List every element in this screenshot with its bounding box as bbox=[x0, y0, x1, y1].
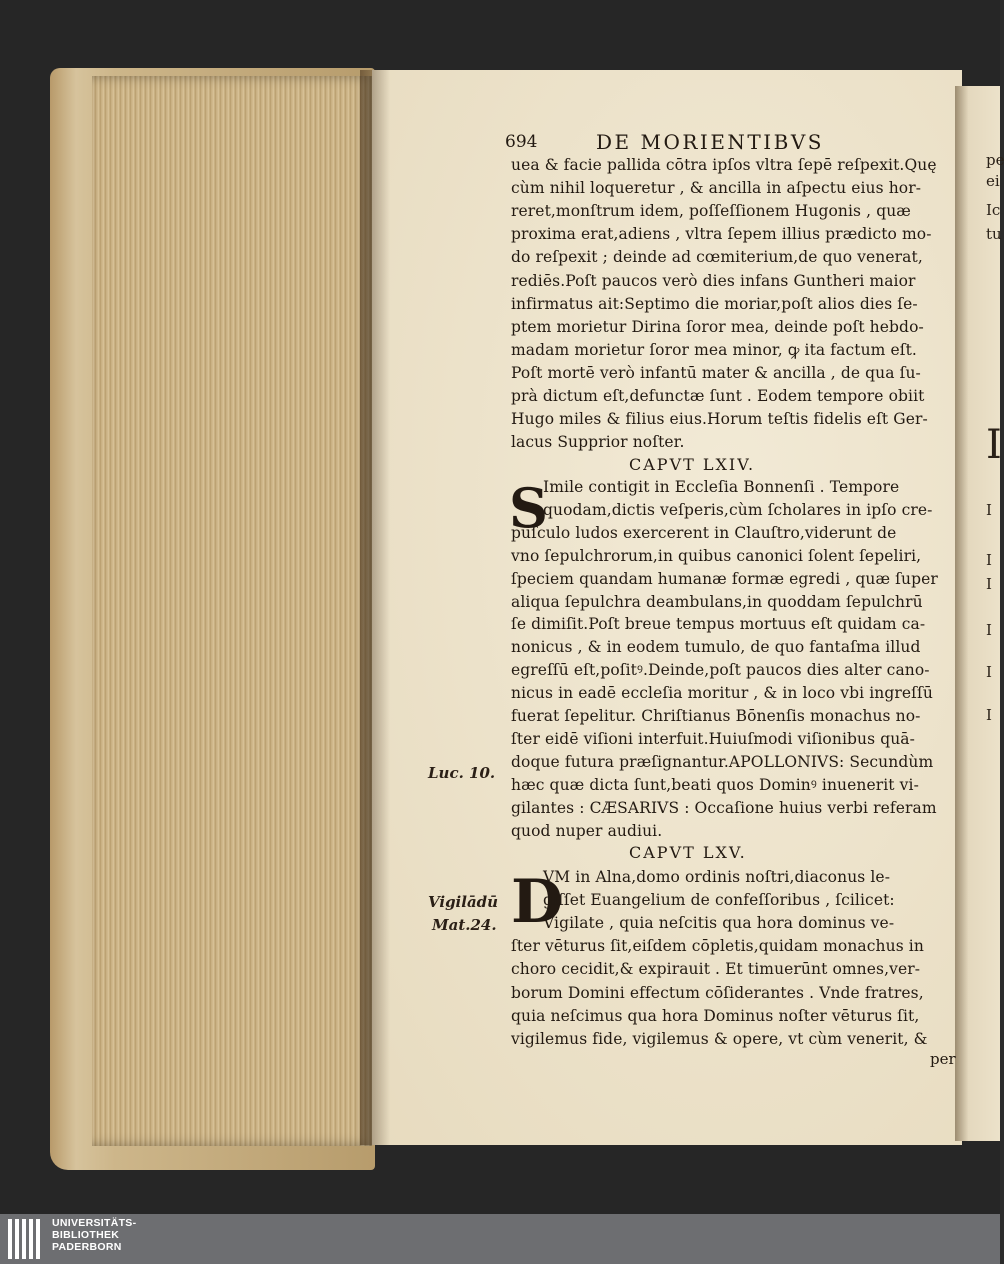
text-line: puſculo ludos exercerent in Clauſtro,viderunt de bbox=[511, 523, 897, 542]
text-line: aliqua ſepulchra deambulans,in quoddam ſepulchrū bbox=[511, 592, 923, 611]
text-line: Poſt mortē verò infantū mater & ancilla , de qua ſu- bbox=[511, 363, 921, 382]
right-fragment: I bbox=[986, 551, 992, 569]
logo-line: BIBLIOTHEK bbox=[52, 1229, 120, 1241]
text-line: gilantes : CÆSARIVS : Occaſione huius verbi referam bbox=[511, 798, 937, 817]
right-fragment: tu bbox=[986, 225, 1002, 243]
text-line: vigilemus fide, vigilemus & opere, vt cùm venerit, & bbox=[511, 1029, 928, 1048]
library-logo-icon bbox=[8, 1219, 44, 1259]
text-line: nonicus , & in eodem tumulo, de quo fantaſma illud bbox=[511, 638, 921, 657]
text-line: fuerat ſepelitur. Chriſtianus Bōnenſis monachus no- bbox=[511, 707, 921, 725]
text-line: choro cecidit,& expirauit . Et timuerūnt omnes,ver- bbox=[511, 960, 921, 979]
text-line: quia neſcimus qua hora Dominus noſter vēturus ſit, bbox=[511, 1006, 920, 1025]
logo-line: UNIVERSITÄTS- bbox=[52, 1217, 137, 1229]
right-fragment: I bbox=[986, 501, 992, 519]
text-line: lacus Supprior noſter. bbox=[511, 433, 685, 452]
text-line: egreſſū eſt,poſitꝰ.Deinde,poſt paucos dies alter cano- bbox=[511, 661, 930, 680]
text-line: ſpeciem quandam humanæ formæ egredi , quæ ſuper bbox=[511, 569, 938, 588]
chapter-heading-64: CAPVT LXIV. bbox=[629, 455, 756, 474]
right-fragment: I bbox=[986, 422, 1002, 468]
page-number: 694 bbox=[505, 132, 538, 152]
text-line: borum Domini effectum cōſiderantes . Vnde fratres, bbox=[511, 983, 924, 1002]
library-logo-text bbox=[52, 1217, 136, 1253]
text-line: hæc quæ dicta ſunt,beati quos Dominꝰ inuenerit vi- bbox=[511, 775, 919, 794]
text-line: prà dictum eſt,defunctæ ſunt . Eodem tempore obiit bbox=[511, 387, 925, 405]
text-line: madam morietur ſoror mea minor, ꝙ ita factum eſt. bbox=[511, 340, 917, 359]
text-line: ptem morietur Dirina ſoror mea, deinde poſt hebdo- bbox=[511, 317, 924, 336]
right-fragment: Ic bbox=[986, 201, 1001, 219]
right-fragment: pe bbox=[986, 151, 1004, 169]
text-line: Imile contigit in Eccleſia Bonnenſi . Tempore bbox=[543, 478, 900, 496]
right-fragment: I bbox=[986, 575, 992, 593]
running-title: DE MORIENTIBVS bbox=[596, 130, 825, 154]
margin-note-vigiladu: Vigilādū bbox=[428, 893, 499, 911]
text-line: giſſet Euangelium de confeſſoribus , ſcilicet: bbox=[543, 891, 895, 910]
text-line: quod nuper audiui. bbox=[511, 821, 663, 840]
right-fragment: I bbox=[986, 663, 992, 681]
text-line: doque futura præſignantur.APOLLONIVS: Secundùm bbox=[511, 752, 934, 771]
text-line: rediēs.Poſt paucos verò dies infans Guntheri maior bbox=[511, 271, 916, 290]
right-fragment: I bbox=[986, 621, 992, 639]
text-line: ſter eidē viſioni interfuit.Huiuſmodi viſionibus quā- bbox=[511, 729, 915, 748]
text-line: do reſpexit ; deinde ad cœmiterium,de quo venerat, bbox=[511, 248, 923, 267]
text-line: ſe dimiſit.Poſt breue tempus mortuus eſt quidam ca- bbox=[511, 615, 926, 634]
text-line: uea & facie pallida cōtra ipſos vltra ſepē reſpexit.Quę bbox=[511, 156, 937, 174]
margin-note-mat: Mat.24. bbox=[432, 916, 497, 934]
right-fragment: ei bbox=[986, 172, 1000, 190]
drop-capital-d: D bbox=[511, 867, 564, 937]
text-line: VM in Alna,domo ordinis noſtri,diaconus le- bbox=[543, 868, 891, 886]
text-line: infirmatus ait:Septimo die moriar,poſt alios dies ſe- bbox=[511, 294, 918, 313]
text-line: Hugo miles & filius eius.Horum teſtis fidelis eſt Ger- bbox=[511, 410, 928, 429]
text-line: quodam,dictis veſperis,cùm ſcholares in ipſo cre- bbox=[543, 500, 933, 519]
margin-note-luc: Luc. 10. bbox=[428, 764, 496, 782]
text-line: reret,monſtrum idem, poſſeſſionem Hugonis , quæ bbox=[511, 202, 911, 221]
text-line: ſter vēturus ſit,eiſdem cōpletis,quidam monachus in bbox=[511, 937, 924, 956]
text-line: vno ſepulchrorum,in quibus canonici ſolent ſepeliri, bbox=[511, 546, 922, 565]
text-line: nicus in eadē eccleſia moritur , & in loco vbi ingreſſū bbox=[511, 684, 933, 703]
chapter-heading-65: CAPVT LXV. bbox=[629, 843, 747, 862]
text-line: proxima erat,adiens , vltra ſepem illius prædicto mo- bbox=[511, 225, 932, 244]
text-line: Vigilate , quia neſcitis qua hora dominus ve- bbox=[543, 914, 895, 933]
library-footer-bar bbox=[0, 1214, 1000, 1264]
logo-line: PADERBORN bbox=[52, 1241, 122, 1253]
text-line: cùm nihil loqueretur , & ancilla in aſpectu eius hor- bbox=[511, 179, 922, 198]
right-fragment: I bbox=[986, 706, 992, 724]
drop-capital-s: S bbox=[509, 476, 548, 540]
catchword: per bbox=[930, 1050, 956, 1068]
